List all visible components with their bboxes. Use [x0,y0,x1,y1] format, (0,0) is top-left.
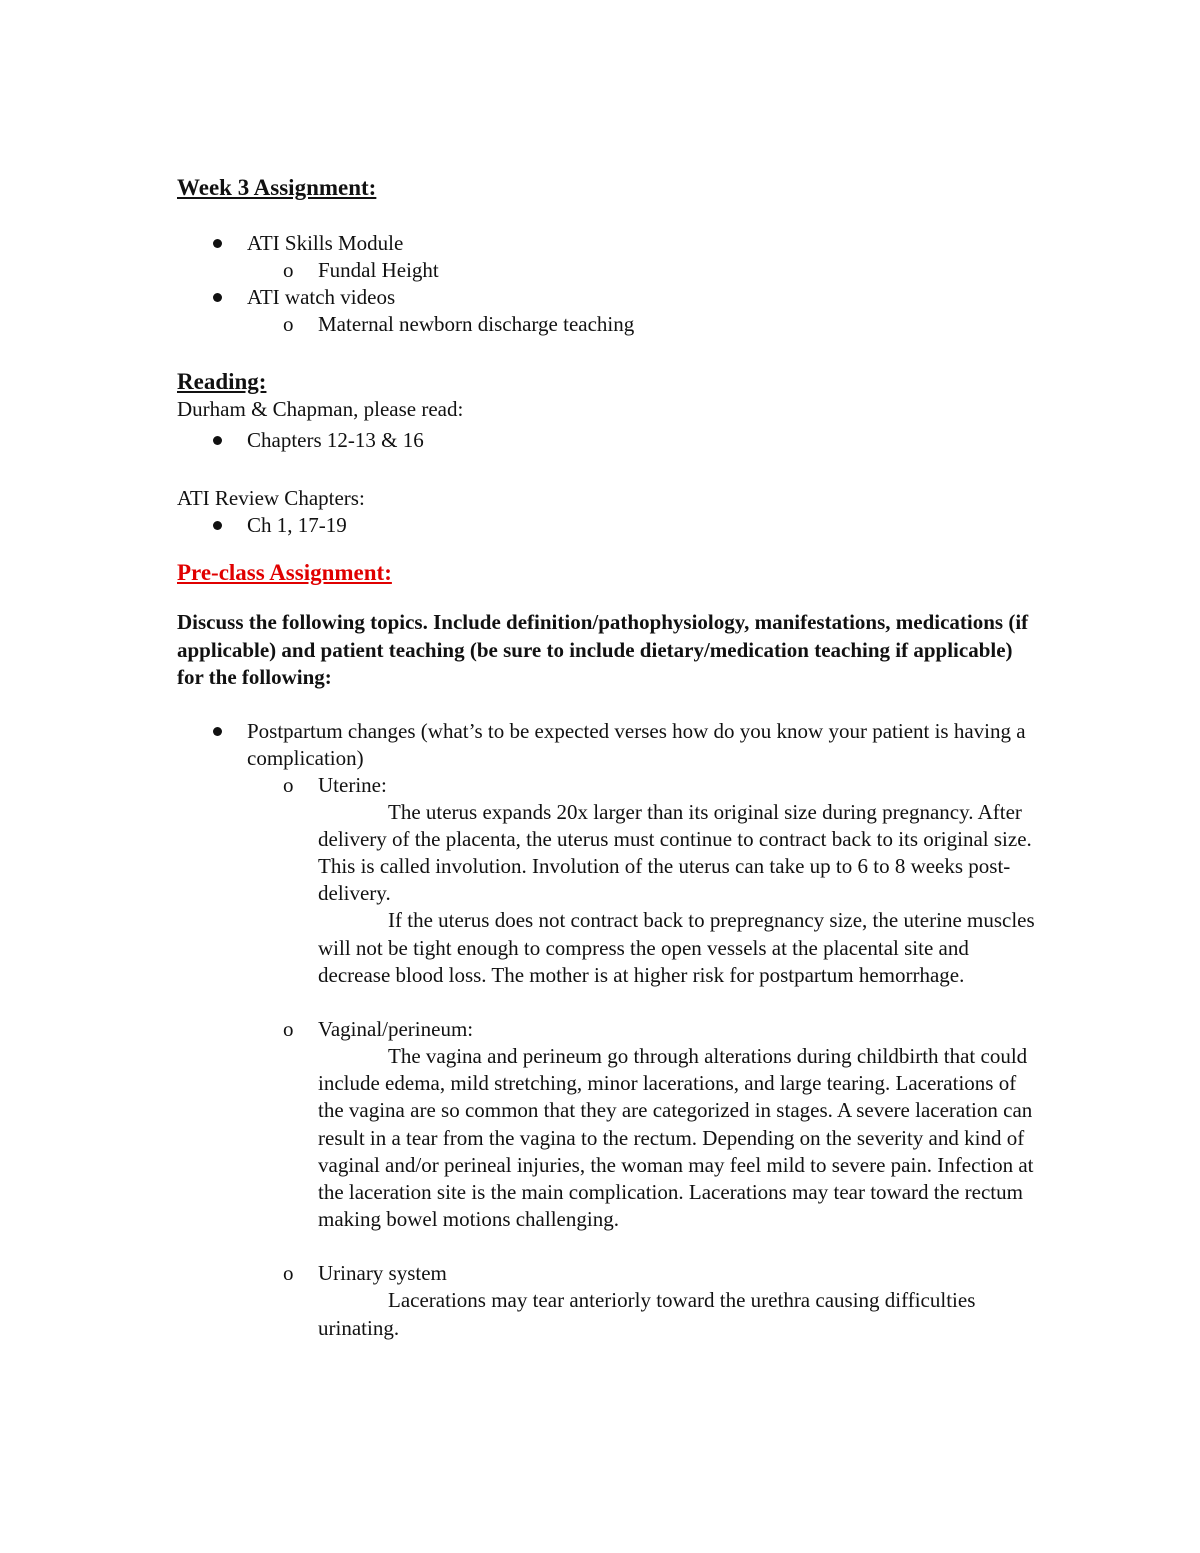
section-label: Uterine: [318,772,387,797]
paragraph-text: The uterus expands 20x larger than its original size during pregnancy. After delivery of the placenta, the uterus must continue to contract back to its original size. This is called involution. Involution of the uterus can take up to 6 to 8 weeks post-delivery. [318,799,1032,906]
bullet-icon [213,239,222,248]
bullet-icon [213,293,222,302]
list-item [177,427,1037,454]
ati-review-intro: ATI Review Chapters: [177,486,365,510]
list-item-label: Ch 1, 17-19 [247,513,347,537]
reading-heading: Reading: [177,369,267,394]
list-item [177,512,1037,539]
document-body [177,172,1037,1342]
list-item [177,230,1037,257]
circle-bullet-icon: o [283,258,294,282]
paragraph-text: Lacerations may tear anteriorly toward the urethra causing difficulties urinating. [318,1288,976,1340]
circle-bullet-icon: o [283,1261,294,1286]
list-item-label: ATI watch videos [247,285,396,309]
bullet-icon [213,727,222,736]
section-paragraph [177,907,1037,989]
circle-bullet-icon: o [283,312,294,336]
section-paragraph [177,1287,1037,1341]
list-item [177,284,1037,311]
list-item [177,718,1037,772]
paragraph-text: The vagina and perineum go through alterations during childbirth that could include edema, mild stretching, minor lacerations, and large tearing. Lacerations of the vagina are so common that they are categorized in stages. A severe laceration can result in a tear from the vagina to the rectum. Depending on the severity and kind of vaginal and/or perineal injuries, the woman may feel mild to severe pain. Infection at the laceration site is the main complication. Lacerations may tear toward the rectum making bowel motions challenging. [318,1043,1034,1232]
bullet-icon [213,521,222,530]
section-paragraph [177,1043,1037,1233]
sub-list-item [177,311,1037,338]
sub-list-item-label: Maternal newborn discharge teaching [318,312,635,336]
reading-intro: Durham & Chapman, please read: [177,397,464,421]
list-item-label: ATI Skills Module [247,231,404,255]
list-item-label: Postpartum changes (what’s to be expected verses how do you know your patient is having a complication) [247,718,1026,770]
section-label: Urinary system [318,1261,447,1286]
bullet-icon [213,436,222,445]
circle-bullet-icon: o [283,772,294,797]
sub-list-item [177,257,1037,284]
week-heading: Week 3 Assignment: [177,175,377,200]
sub-list-item [177,1016,1037,1043]
section-label: Vaginal/perineum: [318,1016,474,1041]
preclass-heading: Pre-class Assignment: [177,560,392,585]
section-paragraph [177,799,1037,908]
preclass-instructions: Discuss the following topics. Include definition/pathophysiology, manifestations, medications (if applicable) and patient teaching (be sure to include dietary/medication teaching if applicable) for the following: [177,610,1029,689]
paragraph-text: If the uterus does not contract back to prepregnancy size, the uterine muscles will not be tight enough to compress the open vessels at the placental site and decrease blood loss. The mother is at higher risk for postpartum hemorrhage. [318,908,1035,987]
list-item-label: Chapters 12-13 & 16 [247,428,424,452]
sub-list-item [177,772,1037,799]
sub-list-item [177,1260,1037,1287]
circle-bullet-icon: o [283,1016,294,1041]
sub-list-item-label: Fundal Height [318,258,439,282]
